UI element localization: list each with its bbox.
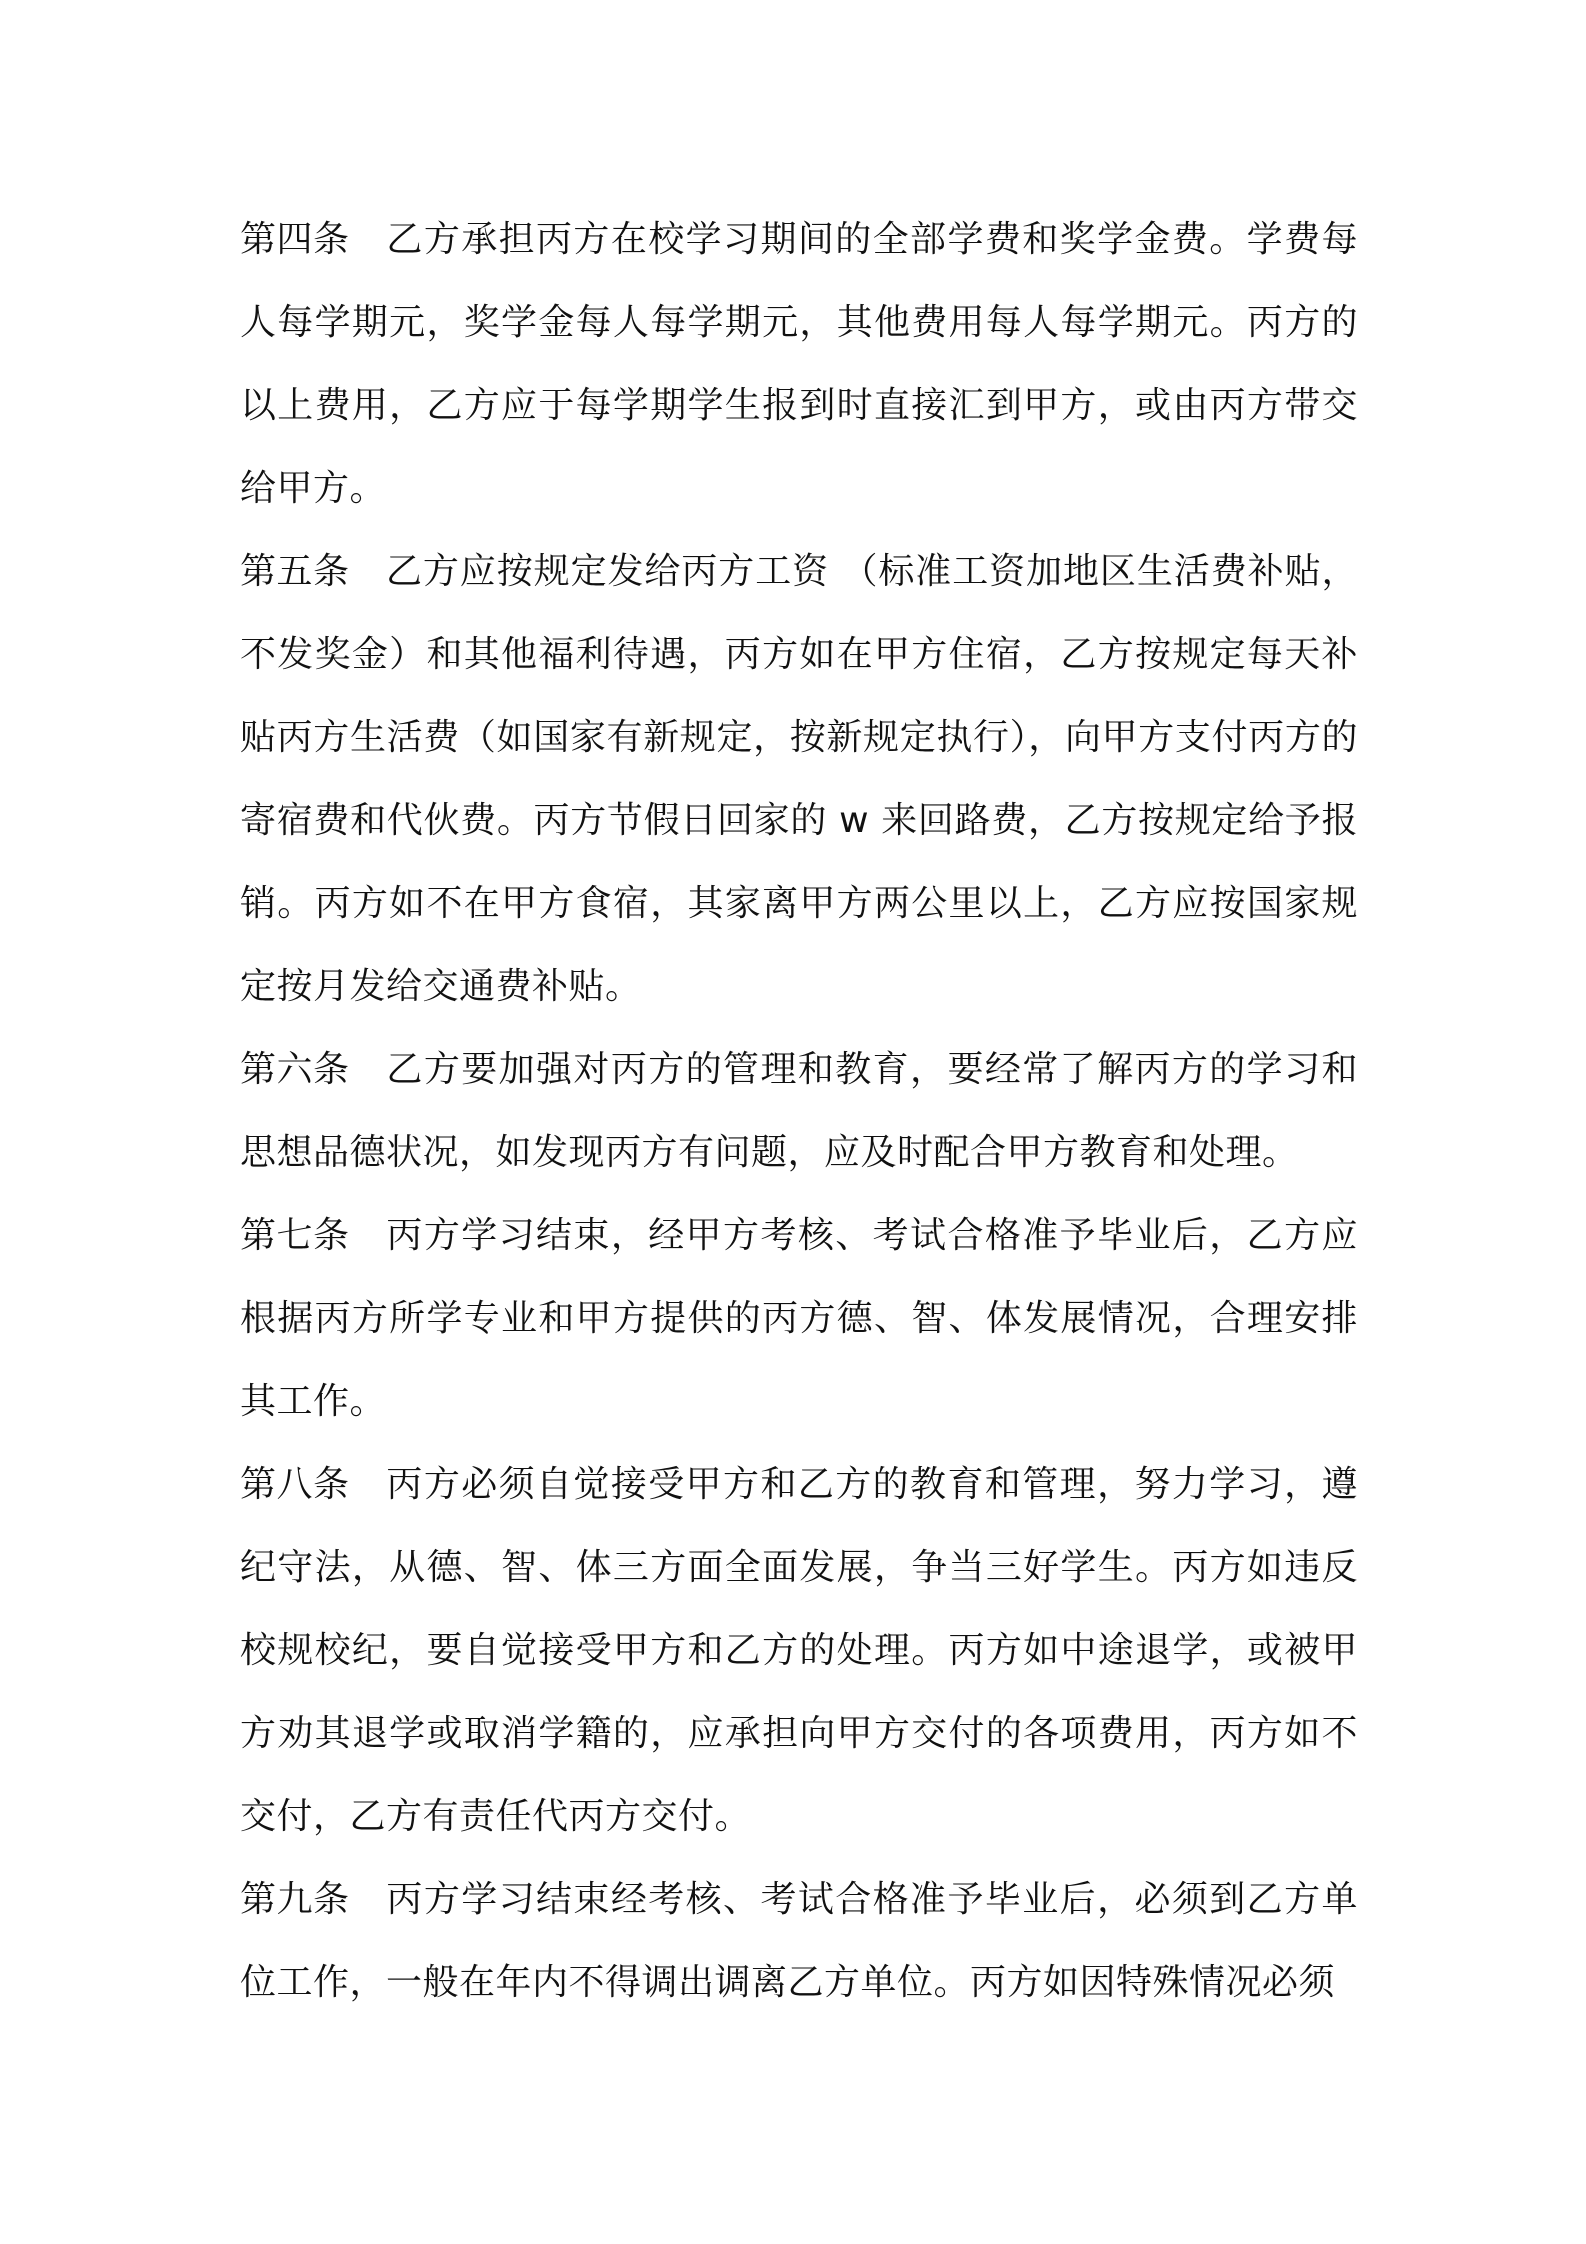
article-8 — [240, 1443, 1358, 1858]
document-body — [240, 198, 1358, 2024]
article-6 — [240, 1028, 1358, 1194]
article-text: 丙方必须自觉接受甲方和乙方的教育和管理，努力学习，遵纪守法，从德、智、体三方面全面发展，争当三好学生。丙方如违反校规校纪，要自觉接受甲方和乙方的处理。丙方如中途退学，或被甲方劝其退学或取消学籍的，应承担向甲方交付的各项费用，丙方如不交付，乙方有责任代丙方交付。 — [240, 1464, 1358, 1837]
article-number: 第九条 — [240, 1879, 350, 1920]
article-7 — [240, 1194, 1358, 1443]
article-9 — [240, 1858, 1358, 2024]
article-5 — [240, 530, 1358, 1028]
article-text: 乙方应按规定发给丙方工资 （标准工资加地区生活费补贴，不发奖金）和其他福利待遇，丙方如在甲方住宿，乙方按规定每天补贴丙方生活费（如国家有新规定，按新规定执行），向甲方支付丙方的寄宿费和代伙费。丙方节假日回家的 w 来回路费，乙方按规定给予报销。丙方如不在甲方食宿，其家离甲方两公里以上，乙方应按国家规定按月发给交通费补贴。 — [240, 551, 1358, 1007]
article-number: 第七条 — [240, 1215, 350, 1256]
article-text: 丙方学习结束经考核、考试合格准予毕业后，必须到乙方单位工作，一般在年内不得调出调离乙方单位。丙方如因特殊情况必须 — [240, 1879, 1358, 2003]
article-4 — [240, 198, 1358, 530]
article-number: 第八条 — [240, 1464, 350, 1505]
article-number: 第六条 — [240, 1049, 350, 1090]
article-text: 丙方学习结束，经甲方考核、考试合格准予毕业后，乙方应根据丙方所学专业和甲方提供的丙方德、智、体发展情况，合理安排其工作。 — [240, 1215, 1358, 1422]
article-number: 第四条 — [240, 219, 350, 260]
article-text: 乙方要加强对丙方的管理和教育，要经常了解丙方的学习和思想品德状况，如发现丙方有问题，应及时配合甲方教育和处理。 — [240, 1049, 1358, 1173]
article-text: 乙方承担丙方在校学习期间的全部学费和奖学金费。学费每人每学期元，奖学金每人每学期元，其他费用每人每学期元。丙方的以上费用，乙方应于每学期学生报到时直接汇到甲方，或由丙方带交给甲方。 — [240, 219, 1358, 509]
article-number: 第五条 — [240, 551, 350, 592]
